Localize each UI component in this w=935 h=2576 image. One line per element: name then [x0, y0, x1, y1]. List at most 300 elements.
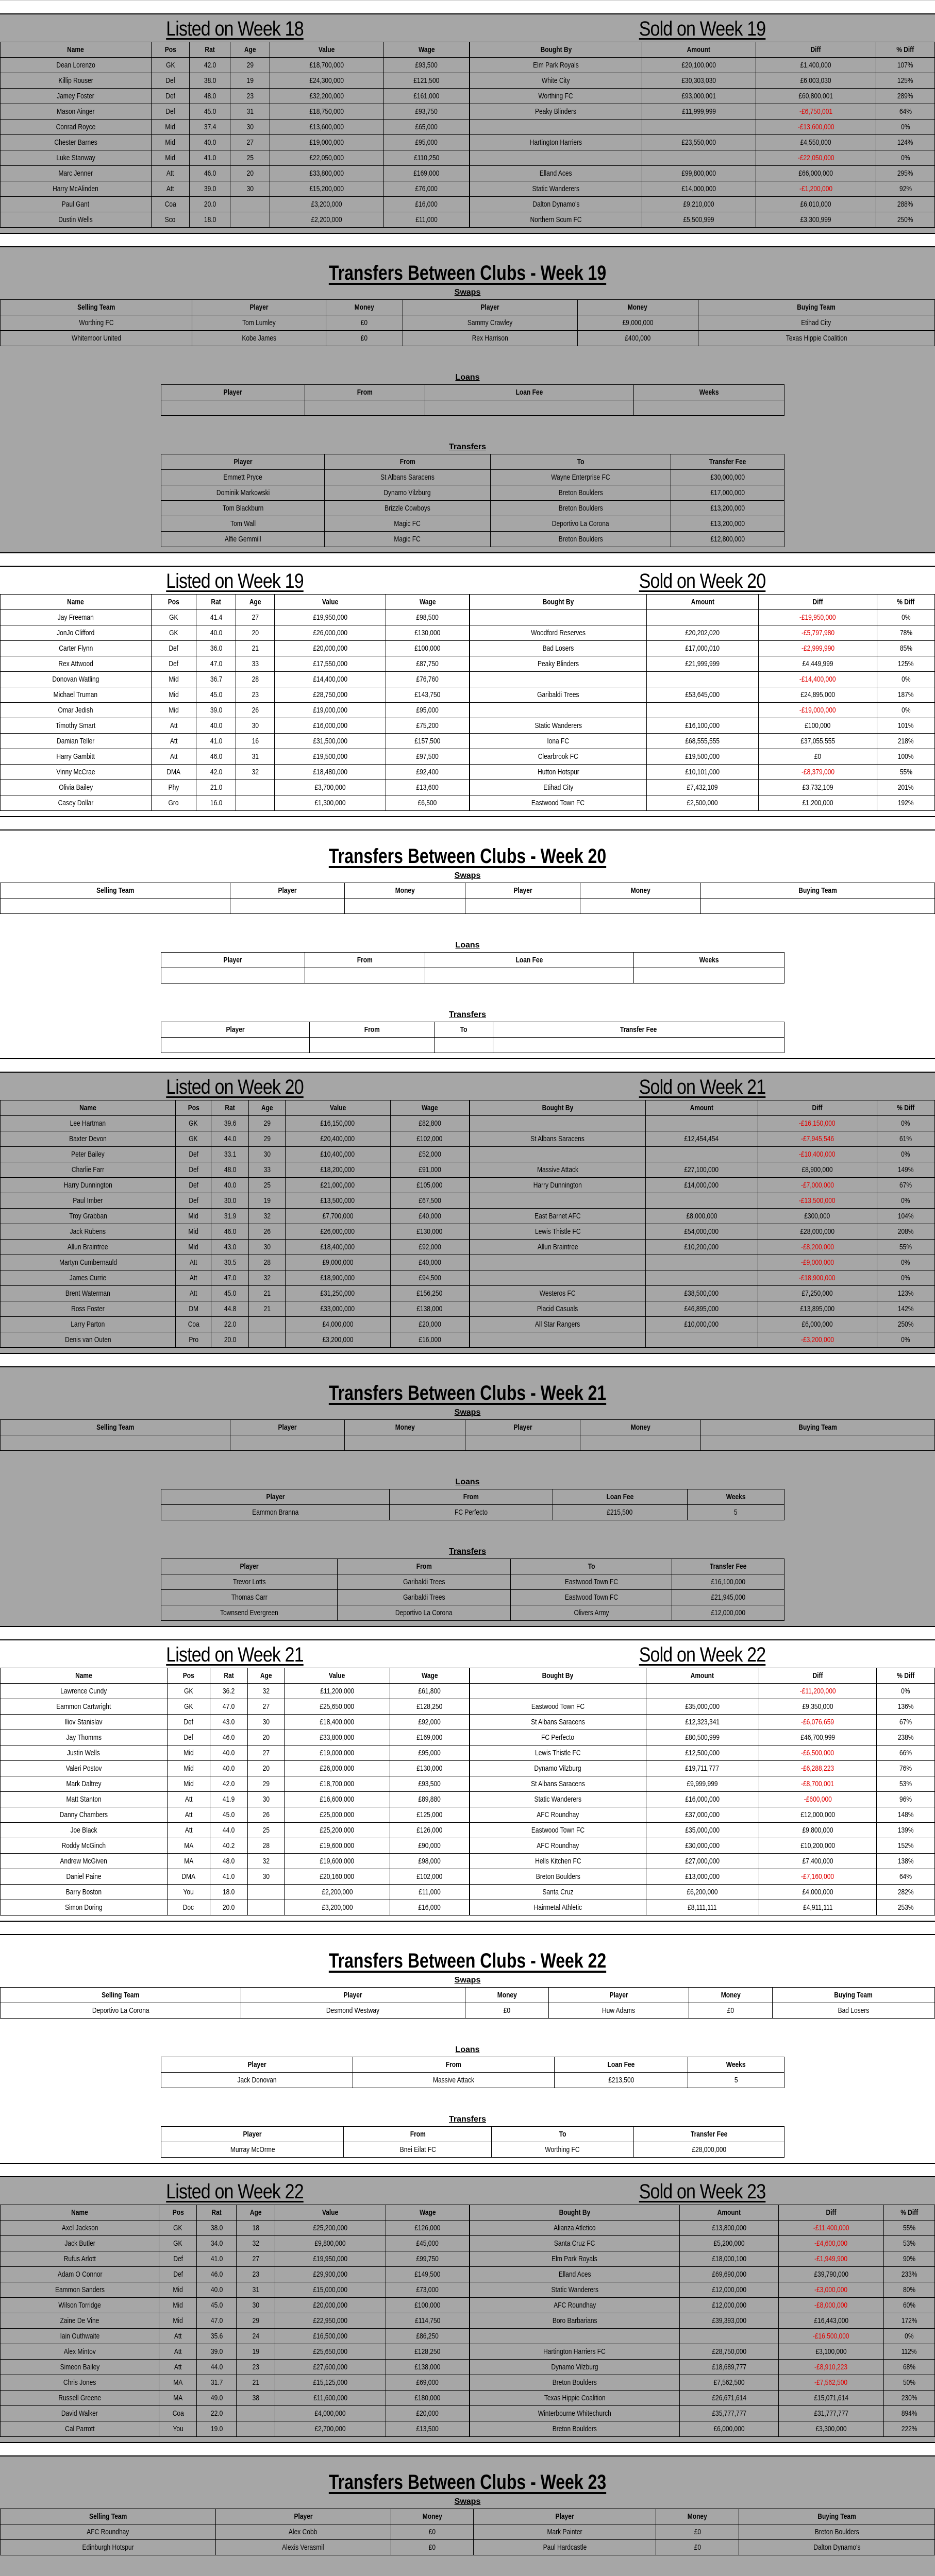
table-cell: GK — [151, 625, 196, 641]
table-cell: 31 — [236, 749, 275, 765]
transfers-between-clubs-block — [0, 829, 935, 1059]
column-header: Bought By — [470, 2205, 680, 2221]
column-header: Value — [285, 1668, 390, 1684]
column-header: Player — [215, 2509, 391, 2524]
column-header: Value — [285, 1100, 390, 1116]
column-header: Name — [1, 42, 152, 58]
table-row — [1, 2406, 470, 2421]
table-cell: 25 — [248, 1823, 285, 1838]
table-cell: £95,000 — [383, 135, 469, 150]
table-row — [1, 1301, 470, 1317]
table-cell: Zaine De Vine — [1, 2313, 159, 2329]
table-cell: Danny Chambers — [1, 1807, 168, 1823]
table-cell: Sammy Crawley — [403, 315, 577, 331]
column-header: Wage — [390, 1100, 469, 1116]
table-cell: Elm Park Royals — [470, 2251, 680, 2267]
table-cell: Rufus Arlott — [1, 2251, 159, 2267]
table-cell: 29 — [249, 1131, 286, 1147]
table-cell: £19,950,000 — [275, 610, 386, 625]
loans-label: Loans — [455, 2045, 480, 2054]
table-cell: -£8,700,001 — [759, 1776, 877, 1792]
table-cell: 41.0 — [196, 734, 236, 749]
table-cell: 148% — [877, 1807, 935, 1823]
table-cell: £13,600 — [386, 780, 469, 795]
table-cell: Boro Barbarians — [470, 2313, 680, 2329]
table-cell: £21,999,999 — [646, 656, 758, 672]
table-cell: 104% — [877, 1209, 934, 1224]
table-row — [161, 968, 784, 984]
table-cell: Carter Flynn — [1, 641, 152, 656]
table-cell: 40.0 — [197, 2282, 237, 2298]
table-cell: £19,600,000 — [285, 1854, 390, 1869]
table-row — [1, 610, 470, 625]
table-cell: Kobe James — [192, 331, 326, 346]
table-cell: 233% — [883, 2267, 934, 2282]
table-cell: £138,000 — [386, 2360, 469, 2375]
table-cell: 42.0 — [190, 58, 230, 73]
table-cell: £125,000 — [390, 1807, 469, 1823]
table-cell: 31 — [230, 104, 270, 120]
table-cell: Russell Greene — [1, 2391, 159, 2406]
table-cell — [470, 1332, 646, 1348]
table-cell: 0% — [877, 1270, 934, 1286]
swaps-table — [0, 299, 935, 346]
swaps-table — [0, 883, 935, 914]
table-cell: £11,000 — [383, 212, 469, 228]
table-cell: £300,000 — [758, 1209, 877, 1224]
table-cell: Daniel Paine — [1, 1869, 168, 1885]
table-row — [1, 1116, 470, 1131]
tbc-title: Transfers Between Clubs - Week 19 — [328, 262, 607, 284]
listed-sold-pair — [0, 1073, 935, 1348]
table-cell: £10,000,000 — [645, 1317, 758, 1332]
table-cell: Texas Hippie Coalition — [698, 331, 934, 346]
swaps-label: Swaps — [454, 1976, 481, 1985]
table-cell: £157,500 — [386, 734, 469, 749]
table-cell: 31 — [237, 2282, 275, 2298]
table-cell: -£16,500,000 — [779, 2329, 884, 2344]
table-cell: 5 — [687, 1505, 784, 1520]
column-header: Pos — [151, 595, 196, 610]
table-cell: 187% — [877, 687, 935, 703]
table-cell: £130,000 — [386, 625, 469, 641]
table-row — [470, 2282, 935, 2298]
listed-sold-pair — [0, 567, 935, 811]
table-cell: 238% — [877, 1730, 935, 1745]
table-cell: £67,500 — [390, 1193, 469, 1209]
table-row — [1, 1209, 470, 1224]
table-row — [1, 703, 470, 718]
table-cell: Mid — [167, 1761, 210, 1776]
table-cell: £126,000 — [390, 1823, 469, 1838]
table-cell: £27,100,000 — [645, 1162, 758, 1178]
table-cell: Eammon Cartwright — [1, 1699, 168, 1715]
table-cell: Elland Aces — [470, 2267, 680, 2282]
table-row — [161, 1505, 784, 1520]
table-cell: £128,250 — [390, 1699, 469, 1715]
table-row — [470, 1286, 935, 1301]
table-cell: £19,500,000 — [646, 749, 758, 765]
listed-table — [0, 42, 470, 228]
column-header: Pos — [159, 2205, 197, 2221]
table-cell: £16,000,000 — [646, 1792, 759, 1807]
column-header: Player — [161, 1022, 310, 1038]
column-header: Diff — [759, 595, 877, 610]
column-header: Loan Fee — [425, 385, 633, 400]
table-cell: £75,200 — [386, 718, 469, 734]
table-row — [1, 212, 470, 228]
table-cell: £3,200,000 — [270, 197, 383, 212]
table-cell: £94,500 — [390, 1270, 469, 1286]
table-cell: £76,760 — [386, 672, 469, 687]
table-cell — [470, 1116, 646, 1131]
table-cell: 0% — [876, 150, 935, 166]
table-row — [470, 672, 935, 687]
table-cell: 26 — [236, 703, 275, 718]
table-cell: Alfie Gemmill — [161, 532, 325, 547]
table-cell: £15,125,000 — [275, 2375, 386, 2391]
table-cell: £35,000,000 — [646, 1699, 759, 1715]
table-cell: Joe Black — [1, 1823, 168, 1838]
table-cell: Jay Thomms — [1, 1730, 168, 1745]
table-cell: Rex Harrison — [403, 331, 577, 346]
table-cell: -£19,000,000 — [759, 703, 877, 718]
table-cell — [230, 899, 345, 914]
table-cell: Mid — [159, 2282, 197, 2298]
column-header: From — [353, 2057, 554, 2073]
table-cell: DMA — [167, 1869, 210, 1885]
transfers-label: Transfers — [448, 443, 487, 451]
table-cell: £18,200,000 — [285, 1162, 390, 1178]
table-row — [470, 1255, 935, 1270]
table-cell: Eastwood Town FC — [511, 1590, 672, 1605]
table-row — [1, 1435, 935, 1451]
table-cell: £100,000 — [759, 718, 877, 734]
table-cell: 68% — [883, 2360, 934, 2375]
table-cell: £19,000,000 — [285, 1745, 390, 1761]
column-header: Money — [326, 300, 403, 315]
table-cell: £20,000 — [386, 2406, 469, 2421]
table-cell: 16.0 — [196, 795, 236, 811]
table-cell: £16,600,000 — [285, 1792, 390, 1807]
table-cell: £65,000 — [383, 120, 469, 135]
column-header: Age — [249, 1100, 286, 1116]
table-cell: 250% — [877, 1317, 934, 1332]
listed-panel — [0, 14, 470, 228]
table-cell: £3,732,109 — [759, 780, 877, 795]
table-cell: 32 — [249, 1209, 286, 1224]
table-cell: Hartington Harriers — [470, 135, 642, 150]
table-cell: Peaky Blinders — [470, 656, 647, 672]
table-row — [1, 1240, 470, 1255]
table-cell: 49.0 — [197, 2391, 237, 2406]
table-cell: Breton Boulders — [490, 501, 671, 516]
sold-table — [470, 1668, 935, 1916]
table-cell: Santa Cruz FC — [470, 2236, 680, 2251]
table-cell: 43.0 — [210, 1715, 247, 1730]
transfers-between-clubs-block — [0, 2455, 935, 2576]
table-cell: 20 — [230, 166, 270, 181]
table-cell: £9,210,000 — [642, 197, 756, 212]
table-cell — [237, 2421, 275, 2437]
table-cell: £19,500,000 — [275, 749, 386, 765]
sold-panel — [470, 1073, 935, 1348]
table-row — [1, 2003, 935, 2019]
table-cell: Bad Losers — [773, 2003, 935, 2019]
table-cell — [249, 1332, 286, 1348]
table-cell: -£3,000,000 — [779, 2282, 884, 2298]
table-row — [1, 2329, 470, 2344]
table-cell: -£7,000,000 — [758, 1178, 877, 1193]
table-row — [1, 166, 470, 181]
table-cell: 48.0 — [210, 1854, 247, 1869]
table-cell: Hartington Harriers FC — [470, 2344, 680, 2360]
table-cell: Santa Cruz — [470, 1885, 646, 1900]
table-cell: 78% — [877, 625, 935, 641]
table-row — [1, 1147, 470, 1162]
table-cell: 26 — [248, 1807, 285, 1823]
table-row — [470, 2267, 935, 2282]
table-cell: 21 — [236, 641, 275, 656]
table-cell: 40.0 — [196, 718, 236, 734]
table-cell: Static Wanderers — [470, 718, 647, 734]
table-cell: 0% — [877, 1255, 934, 1270]
table-cell: 53% — [877, 1776, 935, 1792]
table-cell: 32 — [248, 1684, 285, 1699]
table-row — [470, 1715, 935, 1730]
table-cell: £161,000 — [383, 89, 469, 104]
table-cell: £3,200,000 — [285, 1332, 390, 1348]
table-cell: Hairmetal Athletic — [470, 1900, 646, 1916]
column-header: Pos — [167, 1668, 210, 1684]
table-row — [470, 2375, 935, 2391]
table-cell: £102,000 — [390, 1869, 469, 1885]
table-cell: £6,500 — [386, 795, 469, 811]
table-cell: Att — [176, 1270, 211, 1286]
table-cell: 44.0 — [211, 1131, 249, 1147]
table-row — [1, 1131, 470, 1147]
table-cell: 26 — [249, 1224, 286, 1240]
table-cell: 30 — [236, 718, 275, 734]
column-header: Buying Team — [739, 2509, 934, 2524]
table-cell: Cal Parrott — [1, 2421, 159, 2437]
table-cell: Thomas Carr — [161, 1590, 338, 1605]
table-cell — [580, 1435, 700, 1451]
table-cell: 27 — [248, 1699, 285, 1715]
table-cell: £16,000,000 — [275, 718, 386, 734]
table-cell: Mid — [159, 2313, 197, 2329]
table-cell: Garibaldi Trees — [470, 687, 647, 703]
table-cell — [645, 1147, 758, 1162]
table-cell: St Albans Saracens — [470, 1131, 646, 1147]
table-cell — [470, 1193, 646, 1209]
sold-panel — [470, 567, 935, 811]
table-cell — [470, 672, 647, 687]
table-cell: £14,000,000 — [645, 1178, 758, 1193]
table-cell: 39.0 — [196, 703, 236, 718]
table-cell: £16,100,000 — [646, 718, 758, 734]
table-cell: Garibaldi Trees — [338, 1590, 511, 1605]
table-cell: £19,711,777 — [646, 1761, 759, 1776]
column-header: Amount — [679, 2205, 778, 2221]
loans-label: Loans — [455, 373, 480, 382]
table-cell: Def — [151, 641, 196, 656]
table-cell: AFC Roundhay — [1, 2524, 216, 2540]
column-header: Value — [275, 2205, 386, 2221]
table-cell: Dynamo Vilzburg — [470, 2360, 680, 2375]
table-cell: £95,000 — [386, 703, 469, 718]
table-cell — [470, 150, 642, 166]
column-header: Rat — [210, 1668, 247, 1684]
table-cell: Static Wanderers — [470, 2282, 680, 2298]
table-cell: Mid — [151, 135, 190, 150]
table-cell: £35,000,000 — [646, 1823, 759, 1838]
table-cell: 42.0 — [210, 1776, 247, 1792]
table-cell: Lewis Thistle FC — [470, 1224, 646, 1240]
table-cell: Coa — [176, 1317, 211, 1332]
week-block — [0, 1639, 935, 1922]
table-row — [470, 150, 935, 166]
table-cell: £18,400,000 — [285, 1240, 390, 1255]
table-row — [470, 1823, 935, 1838]
table-cell: £76,000 — [383, 181, 469, 197]
table-cell: Martyn Cumbernauld — [1, 1255, 176, 1270]
table-row — [161, 1038, 784, 1053]
table-cell: MA — [159, 2375, 197, 2391]
swaps-label: Swaps — [454, 288, 481, 297]
table-row — [1, 1776, 470, 1792]
table-cell: 0% — [877, 1684, 935, 1699]
table-cell: Eastwood Town FC — [470, 1699, 646, 1715]
table-cell: 44.0 — [197, 2360, 237, 2375]
column-header: Money — [577, 300, 698, 315]
table-cell: £20,000,000 — [275, 2298, 386, 2313]
table-row — [161, 2142, 784, 2158]
table-cell: Iona FC — [470, 734, 647, 749]
listed-title: Listed on Week 19 — [166, 570, 304, 592]
table-cell: £39,790,000 — [779, 2267, 884, 2282]
sold-title: Sold on Week 20 — [639, 570, 766, 592]
table-cell: 38.0 — [190, 73, 230, 89]
table-cell: Adam O Connor — [1, 2267, 159, 2282]
table-cell: 28 — [248, 1838, 285, 1854]
table-cell: £138,000 — [390, 1301, 469, 1317]
table-cell: Def — [159, 2251, 197, 2267]
table-row — [470, 1301, 935, 1317]
table-cell: £3,100,000 — [779, 2344, 884, 2360]
table-cell: £4,449,999 — [759, 656, 877, 672]
table-cell: £2,700,000 — [275, 2421, 386, 2437]
table-row — [161, 1574, 784, 1590]
table-cell: £82,800 — [390, 1116, 469, 1131]
table-cell: Larry Parton — [1, 1317, 176, 1332]
table-cell: £18,000,100 — [679, 2251, 778, 2267]
table-cell: Magic FC — [325, 532, 490, 547]
table-cell: £13,000,000 — [646, 1869, 759, 1885]
table-cell: Eastwood Town FC — [470, 795, 647, 811]
table-cell: £16,000 — [390, 1332, 469, 1348]
table-cell: £3,200,000 — [285, 1900, 390, 1916]
table-cell: £86,250 — [386, 2329, 469, 2344]
table-row — [470, 1131, 935, 1147]
swaps-label: Swaps — [454, 871, 481, 880]
table-cell: Att — [159, 2329, 197, 2344]
table-cell — [645, 1332, 758, 1348]
table-cell: East Barnet AFC — [470, 1209, 646, 1224]
table-cell: £18,700,000 — [285, 1776, 390, 1792]
table-cell: £20,000,000 — [275, 641, 386, 656]
transfers-between-clubs-block — [0, 1366, 935, 1627]
table-cell: £169,000 — [390, 1730, 469, 1745]
table-row — [161, 516, 784, 532]
listed-sold-pair — [0, 1640, 935, 1916]
tbc-title: Transfers Between Clubs - Week 20 — [328, 845, 607, 868]
table-cell: 0% — [876, 120, 935, 135]
table-cell: Simeon Bailey — [1, 2360, 159, 2375]
table-cell: Olivers Army — [511, 1605, 672, 1621]
table-cell: £128,250 — [386, 2344, 469, 2360]
table-cell — [230, 1435, 345, 1451]
table-cell: 230% — [883, 2391, 934, 2406]
table-cell: £121,500 — [383, 73, 469, 89]
table-cell: 40.0 — [190, 135, 230, 150]
table-row — [1, 104, 470, 120]
table-cell — [470, 1270, 646, 1286]
table-row — [1, 687, 470, 703]
table-cell: 20 — [236, 625, 275, 641]
table-cell: £12,000,000 — [759, 1807, 877, 1823]
table-cell: £25,650,000 — [285, 1699, 390, 1715]
table-cell: £17,000,000 — [671, 485, 784, 501]
table-cell: £19,600,000 — [285, 1838, 390, 1854]
table-cell: 25 — [230, 150, 270, 166]
table-cell — [465, 1435, 580, 1451]
column-header: Buying Team — [700, 883, 934, 899]
table-cell: £10,200,000 — [645, 1240, 758, 1255]
table-cell: 44.0 — [210, 1823, 247, 1838]
table-cell: £1,200,000 — [759, 795, 877, 811]
table-cell: Mark Daltrey — [1, 1776, 168, 1792]
table-cell: £98,500 — [386, 610, 469, 625]
column-header: Player — [161, 953, 305, 968]
table-row — [1, 89, 470, 104]
table-cell: 21 — [249, 1301, 286, 1317]
table-cell: £35,777,777 — [679, 2406, 778, 2421]
table-cell: You — [167, 1885, 210, 1900]
table-cell: 45.0 — [190, 104, 230, 120]
table-cell: £45,000 — [386, 2236, 469, 2251]
table-cell: £40,000 — [390, 1209, 469, 1224]
table-row — [1, 899, 935, 914]
table-cell: Huw Adams — [549, 2003, 689, 2019]
table-cell: Charlie Farr — [1, 1162, 176, 1178]
table-cell: 32 — [248, 1854, 285, 1869]
table-cell: St Albans Saracens — [470, 1776, 646, 1792]
table-cell: -£14,400,000 — [759, 672, 877, 687]
table-cell: 21 — [237, 2375, 275, 2391]
listed-table — [0, 1100, 470, 1348]
column-header: Age — [237, 2205, 275, 2221]
column-header: Money — [580, 883, 700, 899]
column-header: Age — [236, 595, 275, 610]
column-header: Bought By — [470, 1100, 646, 1116]
table-cell — [645, 1255, 758, 1270]
table-cell: Mid — [176, 1224, 211, 1240]
table-cell: Def — [176, 1162, 211, 1178]
table-cell: David Walker — [1, 2406, 159, 2421]
listed-sold-pair — [0, 2177, 935, 2437]
table-cell: 23 — [237, 2267, 275, 2282]
